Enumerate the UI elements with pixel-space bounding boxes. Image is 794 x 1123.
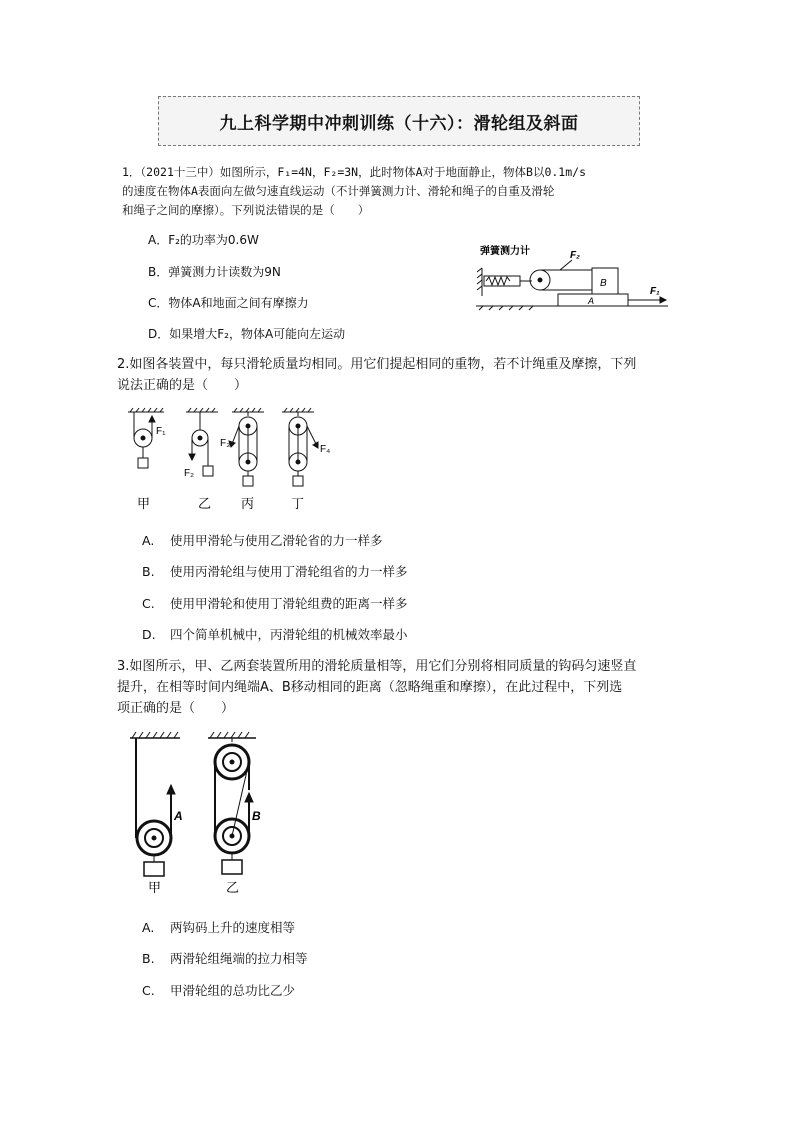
label-jia: 甲 xyxy=(148,880,162,895)
q2-option-a: A. 使用甲滑轮与使用乙滑轮省的力一样多 xyxy=(142,533,383,548)
block-a-label: A xyxy=(588,296,595,306)
page-title: 九上科学期中冲刺训练（十六）：滑轮组及斜面 xyxy=(158,96,640,146)
end-b-label: B xyxy=(252,809,261,823)
force-f1-label: F₁ xyxy=(650,286,660,297)
force-f1-label: F₁ xyxy=(156,426,166,437)
q3-option-c: C. 甲滑轮组的总功比乙少 xyxy=(142,983,296,998)
label-yi: 乙 xyxy=(198,496,212,511)
label-ding: 丁 xyxy=(291,496,305,511)
q1-figure xyxy=(474,240,670,312)
q3-line-3: 项正确的是（ ） xyxy=(117,701,235,716)
q2-figure xyxy=(122,404,354,516)
q2-option-b: B. 使用丙滑轮组与使用丁滑轮组省的力一样多 xyxy=(142,564,408,579)
q1-line-3: 和绳子之间的摩擦）。下列说法错误的是（ ） xyxy=(122,203,370,217)
q2-line-1: 2.如图各装置中，每只滑轮质量均相同。用它们提起相同的重物，若不计绳重及摩擦，下列 xyxy=(117,357,637,372)
force-f2-label: F₂ xyxy=(570,250,580,261)
block-b-label: B xyxy=(600,278,607,289)
q2-option-d: D. 四个简单机械中，丙滑轮组的机械效率最小 xyxy=(142,627,408,642)
q1-option-a: A．F₂的功率为0.6W xyxy=(148,233,259,247)
q1-line-1: 1．（2021十三中）如图所示，F₁=4N，F₂=3N，此时物体A对于地面静止，物体B以0.1m/s xyxy=(122,165,586,179)
end-a-label: A xyxy=(174,809,183,823)
label-bing: 丙 xyxy=(241,496,255,511)
q2-line-2: 说法正确的是（ ） xyxy=(117,378,248,393)
label-jia: 甲 xyxy=(137,496,151,511)
q3-line-2: 提升，在相等时间内绳端A、B移动相同的距离（忽略绳重和摩擦），在此过程中，下列选 xyxy=(117,680,623,695)
q1-option-b: B．弹簧测力计读数为9N xyxy=(148,265,281,279)
force-f4-label: F₄ xyxy=(320,444,331,455)
q1-line-2: 的速度在物体A表面向左做匀速直线运动（不计弹簧测力计、滑轮和绳子的自重及滑轮 xyxy=(122,184,555,198)
q1-option-c: C．物体A和地面之间有摩擦力 xyxy=(148,296,309,310)
question-1-stem xyxy=(122,163,677,220)
q3-option-b: B. 两滑轮组绳端的拉力相等 xyxy=(142,951,308,966)
q3-figure xyxy=(126,728,272,898)
q3-option-a: A. 两钩码上升的速度相等 xyxy=(142,920,296,935)
question-3-stem xyxy=(117,656,677,719)
q2-option-c: C. 使用甲滑轮和使用丁滑轮组费的距离一样多 xyxy=(142,596,408,611)
question-2-stem xyxy=(117,354,677,396)
force-f3-label: F₃ xyxy=(220,438,231,449)
spring-scale-label: 弹簧测力计 xyxy=(480,246,530,257)
label-yi: 乙 xyxy=(226,880,240,895)
force-f2-label: F₂ xyxy=(184,468,194,479)
q3-line-1: 3.如图所示，甲、乙两套装置所用的滑轮质量相等，用它们分别将相同质量的钩码匀速竖直 xyxy=(117,659,637,674)
q1-option-d: D．如果增大F₂，物体A可能向左运动 xyxy=(148,327,346,341)
